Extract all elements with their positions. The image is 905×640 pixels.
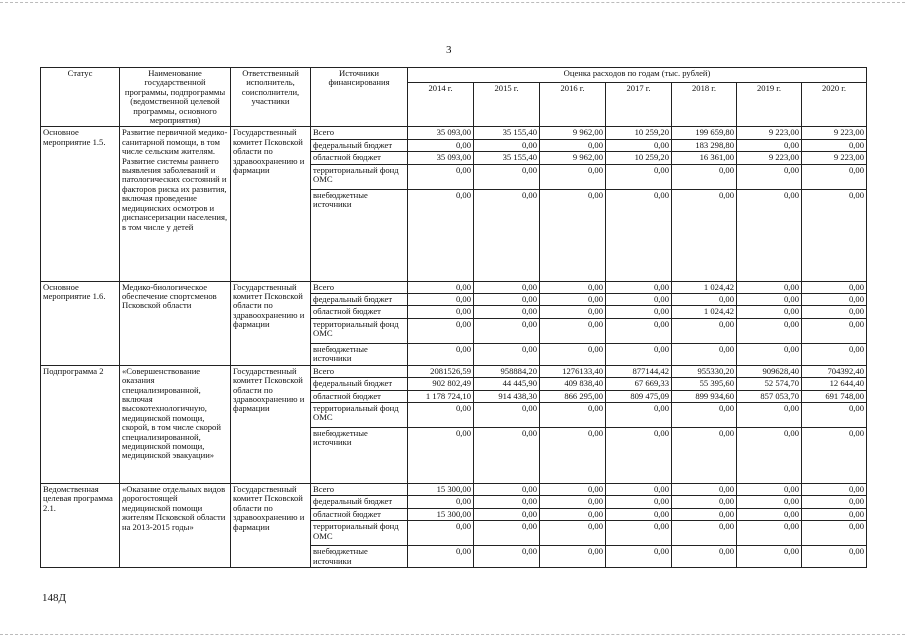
- value-cell: 0,00: [672, 483, 737, 495]
- value-cell: 809 475,09: [606, 390, 672, 402]
- value-cell: 0,00: [672, 189, 737, 281]
- value-cell: 909628,40: [737, 365, 802, 377]
- value-cell: 0,00: [408, 521, 474, 546]
- value-cell: 902 802,49: [408, 378, 474, 390]
- value-cell: 16 361,00: [672, 152, 737, 164]
- value-cell: 0,00: [737, 508, 802, 520]
- value-cell: 0,00: [737, 343, 802, 365]
- value-cell: 0,00: [540, 343, 606, 365]
- value-cell: 0,00: [802, 189, 867, 281]
- block-status: Основное мероприятие 1.5.: [41, 127, 120, 281]
- source-cell: федеральный бюджет: [311, 139, 408, 151]
- value-cell: 10 259,20: [606, 152, 672, 164]
- value-cell: 0,00: [737, 318, 802, 343]
- value-cell: 0,00: [737, 496, 802, 508]
- value-cell: 0,00: [802, 546, 867, 568]
- value-cell: 0,00: [540, 496, 606, 508]
- value-cell: 0,00: [606, 521, 672, 546]
- value-cell: 0,00: [737, 139, 802, 151]
- value-cell: 899 934,60: [672, 390, 737, 402]
- value-cell: 0,00: [606, 402, 672, 427]
- value-cell: 15 300,00: [408, 483, 474, 495]
- value-cell: 199 659,80: [672, 127, 737, 139]
- value-cell: 866 295,00: [540, 390, 606, 402]
- value-cell: 0,00: [606, 294, 672, 306]
- scan-edge-bottom: [0, 634, 905, 636]
- value-cell: 0,00: [737, 164, 802, 189]
- header-year: 2020 г.: [802, 83, 867, 127]
- source-cell: внебюджетные источники: [311, 546, 408, 568]
- source-cell: областной бюджет: [311, 390, 408, 402]
- value-cell: 2081526,59: [408, 365, 474, 377]
- value-cell: 0,00: [672, 402, 737, 427]
- value-cell: 0,00: [474, 189, 540, 281]
- source-cell: областной бюджет: [311, 508, 408, 520]
- value-cell: 0,00: [606, 306, 672, 318]
- value-cell: 0,00: [802, 427, 867, 483]
- value-cell: 10 259,20: [606, 127, 672, 139]
- value-cell: 0,00: [606, 164, 672, 189]
- budget-table: [40, 67, 867, 568]
- block-responsible: Государственный комитет Псковской области по здравоохранению и фармации: [231, 127, 311, 281]
- value-cell: 35 155,40: [474, 152, 540, 164]
- value-cell: 0,00: [672, 294, 737, 306]
- value-cell: 9 223,00: [802, 127, 867, 139]
- value-cell: 0,00: [802, 521, 867, 546]
- value-cell: 0,00: [672, 343, 737, 365]
- value-cell: 0,00: [737, 427, 802, 483]
- value-cell: 0,00: [408, 496, 474, 508]
- value-cell: 9 223,00: [737, 127, 802, 139]
- source-cell: Всего: [311, 483, 408, 495]
- value-cell: 0,00: [606, 508, 672, 520]
- table-row: [41, 281, 867, 293]
- value-cell: 0,00: [474, 483, 540, 495]
- value-cell: 877144,42: [606, 365, 672, 377]
- value-cell: 0,00: [474, 496, 540, 508]
- value-cell: 0,00: [606, 318, 672, 343]
- value-cell: 0,00: [802, 508, 867, 520]
- value-cell: 35 093,00: [408, 152, 474, 164]
- source-cell: территориальный фонд ОМС: [311, 318, 408, 343]
- value-cell: 0,00: [737, 402, 802, 427]
- value-cell: 0,00: [672, 521, 737, 546]
- block-status: Ведомственная целевая программа 2.1.: [41, 483, 120, 567]
- value-cell: 0,00: [737, 546, 802, 568]
- value-cell: 0,00: [737, 483, 802, 495]
- value-cell: 9 962,00: [540, 152, 606, 164]
- value-cell: 0,00: [540, 164, 606, 189]
- source-cell: областной бюджет: [311, 152, 408, 164]
- value-cell: 67 669,33: [606, 378, 672, 390]
- value-cell: 0,00: [606, 483, 672, 495]
- value-cell: 0,00: [606, 139, 672, 151]
- value-cell: 0,00: [802, 306, 867, 318]
- block-name: Медико-биологическое обеспечение спортсменов Псковской области: [120, 281, 231, 365]
- source-cell: Всего: [311, 365, 408, 377]
- header-year: 2017 г.: [606, 83, 672, 127]
- value-cell: 958884,20: [474, 365, 540, 377]
- value-cell: 0,00: [408, 281, 474, 293]
- value-cell: 955330,20: [672, 365, 737, 377]
- value-cell: 0,00: [606, 546, 672, 568]
- value-cell: 35 155,40: [474, 127, 540, 139]
- table-row: [41, 483, 867, 495]
- source-cell: территориальный фонд ОМС: [311, 164, 408, 189]
- value-cell: 0,00: [408, 306, 474, 318]
- value-cell: 0,00: [802, 164, 867, 189]
- header-year: 2019 г.: [737, 83, 802, 127]
- block-status: Подпрограмма 2: [41, 365, 120, 483]
- value-cell: 0,00: [540, 521, 606, 546]
- table-row: [41, 365, 867, 377]
- value-cell: 0,00: [408, 402, 474, 427]
- value-cell: 0,00: [802, 496, 867, 508]
- value-cell: 0,00: [540, 189, 606, 281]
- value-cell: 0,00: [672, 427, 737, 483]
- block-name: «Оказание отдельных видов дорогостоящей медицинской помощи жителям Псковской области на 2013-2015 годы»: [120, 483, 231, 567]
- header-year: 2014 г.: [408, 83, 474, 127]
- value-cell: 0,00: [737, 189, 802, 281]
- value-cell: 9 962,00: [540, 127, 606, 139]
- value-cell: 0,00: [474, 294, 540, 306]
- value-cell: 0,00: [540, 294, 606, 306]
- value-cell: 0,00: [606, 343, 672, 365]
- value-cell: 1276133,40: [540, 365, 606, 377]
- value-cell: 0,00: [802, 281, 867, 293]
- source-cell: федеральный бюджет: [311, 294, 408, 306]
- value-cell: 52 574,70: [737, 378, 802, 390]
- scan-edge-top: [0, 2, 905, 4]
- value-cell: 0,00: [474, 318, 540, 343]
- value-cell: 0,00: [737, 281, 802, 293]
- value-cell: 691 748,00: [802, 390, 867, 402]
- block-responsible: Государственный комитет Псковской области по здравоохранению и фармации: [231, 483, 311, 567]
- header-year: 2018 г.: [672, 83, 737, 127]
- value-cell: 0,00: [408, 164, 474, 189]
- value-cell: 0,00: [540, 483, 606, 495]
- value-cell: 0,00: [540, 546, 606, 568]
- value-cell: 55 395,60: [672, 378, 737, 390]
- value-cell: 1 024,42: [672, 306, 737, 318]
- value-cell: 0,00: [737, 294, 802, 306]
- source-cell: внебюджетные источники: [311, 189, 408, 281]
- value-cell: 1 024,42: [672, 281, 737, 293]
- value-cell: 0,00: [540, 306, 606, 318]
- value-cell: 0,00: [672, 496, 737, 508]
- value-cell: 0,00: [408, 139, 474, 151]
- source-cell: территориальный фонд ОМС: [311, 521, 408, 546]
- source-cell: Всего: [311, 281, 408, 293]
- value-cell: 0,00: [540, 508, 606, 520]
- value-cell: 0,00: [540, 402, 606, 427]
- block-name: «Совершенствование оказания специализированной, включая высокотехнологичную, медицинской помощи, скорой, в том числе скорой специализированной, медицинской помощи, медицинской эвакуации»: [120, 365, 231, 483]
- value-cell: 35 093,00: [408, 127, 474, 139]
- value-cell: 0,00: [802, 294, 867, 306]
- source-cell: внебюджетные источники: [311, 343, 408, 365]
- block-responsible: Государственный комитет Псковской области по здравоохранению и фармации: [231, 365, 311, 483]
- value-cell: 704392,40: [802, 365, 867, 377]
- value-cell: 1 178 724,10: [408, 390, 474, 402]
- value-cell: 9 223,00: [802, 152, 867, 164]
- value-cell: 0,00: [474, 164, 540, 189]
- source-cell: областной бюджет: [311, 306, 408, 318]
- value-cell: 15 300,00: [408, 508, 474, 520]
- value-cell: 0,00: [408, 546, 474, 568]
- value-cell: 0,00: [474, 546, 540, 568]
- value-cell: 0,00: [474, 281, 540, 293]
- value-cell: 0,00: [672, 164, 737, 189]
- value-cell: 0,00: [540, 427, 606, 483]
- value-cell: 0,00: [408, 427, 474, 483]
- table-row: [41, 127, 867, 139]
- header-responsible: Ответственный исполнитель, соисполнители, участники: [231, 68, 311, 127]
- value-cell: 183 298,80: [672, 139, 737, 151]
- value-cell: 0,00: [802, 343, 867, 365]
- value-cell: 0,00: [474, 521, 540, 546]
- block-status: Основное мероприятие 1.6.: [41, 281, 120, 365]
- value-cell: 0,00: [474, 139, 540, 151]
- source-cell: внебюджетные источники: [311, 427, 408, 483]
- value-cell: 409 838,40: [540, 378, 606, 390]
- value-cell: 0,00: [408, 189, 474, 281]
- value-cell: 0,00: [606, 281, 672, 293]
- value-cell: 0,00: [606, 189, 672, 281]
- value-cell: 0,00: [672, 546, 737, 568]
- header-year: 2016 г.: [540, 83, 606, 127]
- value-cell: 0,00: [737, 306, 802, 318]
- value-cell: 9 223,00: [737, 152, 802, 164]
- footer-code: 148Д: [42, 592, 67, 604]
- block-responsible: Государственный комитет Псковской области по здравоохранению и фармации: [231, 281, 311, 365]
- header-year: 2015 г.: [474, 83, 540, 127]
- value-cell: 0,00: [474, 343, 540, 365]
- value-cell: 857 053,70: [737, 390, 802, 402]
- value-cell: 0,00: [606, 496, 672, 508]
- value-cell: 0,00: [540, 139, 606, 151]
- block-name: Развитие первичной медико-санитарной помощи, в том числе сельским жителям. Развитие системы раннего выявления заболеваний и патологических состояний и факторов риска их развития, включая проведение медицинских осмотров и диспансеризации населения, в том числе у детей: [120, 127, 231, 281]
- value-cell: 12 644,40: [802, 378, 867, 390]
- value-cell: 0,00: [802, 483, 867, 495]
- value-cell: 0,00: [540, 281, 606, 293]
- page-number: 3: [446, 44, 452, 56]
- value-cell: 0,00: [802, 139, 867, 151]
- value-cell: 0,00: [672, 318, 737, 343]
- value-cell: 0,00: [802, 318, 867, 343]
- value-cell: 0,00: [474, 427, 540, 483]
- value-cell: 0,00: [672, 508, 737, 520]
- source-cell: федеральный бюджет: [311, 378, 408, 390]
- value-cell: 0,00: [606, 427, 672, 483]
- header-status: Статус: [41, 68, 120, 127]
- value-cell: 44 445,90: [474, 378, 540, 390]
- header-name: Наименование государственной программы, подпрограммы (ведомственной целевой программы, основного мероприятия): [120, 68, 231, 127]
- value-cell: 0,00: [408, 343, 474, 365]
- value-cell: 0,00: [737, 521, 802, 546]
- value-cell: 0,00: [474, 306, 540, 318]
- header-estimate: Оценка расходов по годам (тыс. рублей): [408, 68, 867, 83]
- value-cell: 0,00: [802, 402, 867, 427]
- header-sources: Источники финансирования: [311, 68, 408, 127]
- source-cell: Всего: [311, 127, 408, 139]
- value-cell: 0,00: [540, 318, 606, 343]
- source-cell: федеральный бюджет: [311, 496, 408, 508]
- value-cell: 914 438,30: [474, 390, 540, 402]
- value-cell: 0,00: [474, 508, 540, 520]
- value-cell: 0,00: [474, 402, 540, 427]
- source-cell: территориальный фонд ОМС: [311, 402, 408, 427]
- value-cell: 0,00: [408, 294, 474, 306]
- value-cell: 0,00: [408, 318, 474, 343]
